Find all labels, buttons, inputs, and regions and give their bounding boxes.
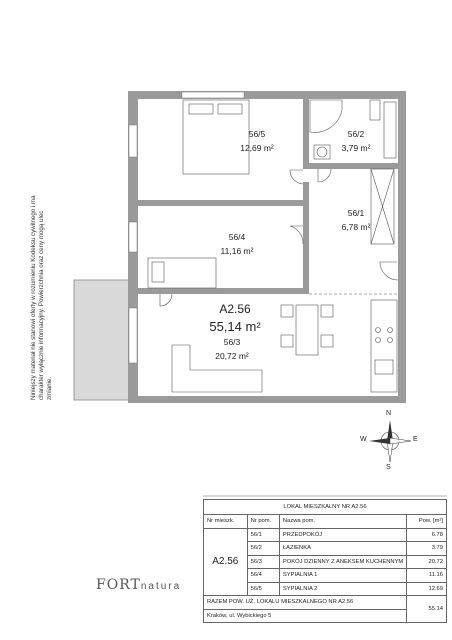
table-title: LOKAL MIESZKALNY NR A2.56 (204, 500, 447, 515)
apartment-area: 55,14 m² (209, 319, 261, 334)
room-area: 3,79 m² (341, 143, 371, 153)
address: Kraków, ul. Wybickiego 5 (204, 609, 407, 623)
cell-area: 20.72 (407, 555, 447, 569)
interior-walls (138, 97, 398, 294)
disclaimer-text: Niniejszy materiał nie stanowi oferty w rozumieniu Kodeksu cywilnego i ma charakter wyłącznie informacyjny. Powierzchnia oraz ceny mogą ulec zmianie. (30, 195, 53, 400)
compass-south: S (386, 464, 391, 471)
cell-nr: 56/4 (247, 569, 279, 583)
wardrobe (371, 169, 394, 244)
col-pow: Pow. [m²] (407, 515, 447, 529)
logo-part2: natura (140, 581, 182, 592)
kitchen-counter (371, 300, 397, 392)
room-id: 56/2 (347, 129, 365, 139)
compass (360, 410, 420, 472)
compass-west: W (360, 436, 367, 443)
room-area: 6,78 m² (341, 222, 371, 232)
unit-code: A2.56 (204, 528, 248, 596)
room-id: 56/1 (347, 208, 365, 218)
compass-rose-icon (360, 410, 420, 472)
total-label: RAZEM POW. UŻ. LOKALU MIESZKALNEGO NR A2.56 (204, 596, 407, 610)
cell-name: SYPIALNIA 1 (279, 569, 406, 583)
table-row (204, 528, 447, 542)
room-id: 56/4 (228, 232, 246, 242)
cell-area: 3.79 (407, 542, 447, 556)
room-area: 11,16 m² (220, 246, 254, 256)
room-id: 56/5 (248, 129, 266, 139)
room-area: 20,72 m² (215, 351, 249, 361)
col-nr-mieszk: Nr mieszk. (204, 515, 248, 529)
cell-nr: 56/3 (247, 555, 279, 569)
room-schedule-table (203, 499, 447, 623)
cell-area: 12.69 (407, 582, 447, 596)
cell-name: ŁAZIENKA (279, 542, 406, 556)
cell-name: POKÓJ DZIENNY Z ANEKSEM KUCHENNYM (279, 555, 406, 569)
cell-nr: 56/5 (247, 582, 279, 596)
balcony (74, 280, 129, 400)
room-id: 56/3 (223, 337, 241, 347)
col-nr-pom: Nr pom. (247, 515, 279, 529)
logo-part1: FORT (96, 577, 141, 593)
logo (96, 574, 181, 593)
compass-north: N (386, 410, 392, 417)
doors (160, 169, 398, 306)
room-area: 12,69 m² (240, 143, 274, 153)
outer-walls (128, 91, 406, 403)
bed-icon (148, 258, 216, 288)
cell-name: SYPIALNIA 2 (279, 582, 406, 596)
total-value: 55.14 (407, 596, 447, 623)
cell-area: 6.78 (407, 528, 447, 542)
cell-area: 11.16 (407, 569, 447, 583)
col-nazwa: Nazwa pom. (279, 515, 406, 529)
bed-icon (183, 100, 249, 174)
table-total-row (204, 596, 447, 610)
cell-nr: 56/1 (247, 528, 279, 542)
dining-table (281, 305, 333, 355)
compass-east: E (413, 436, 418, 443)
cell-name: PRZEDPOKÓJ (279, 528, 406, 542)
cell-nr: 56/2 (247, 542, 279, 556)
apartment-code: A2.56 (219, 302, 251, 316)
